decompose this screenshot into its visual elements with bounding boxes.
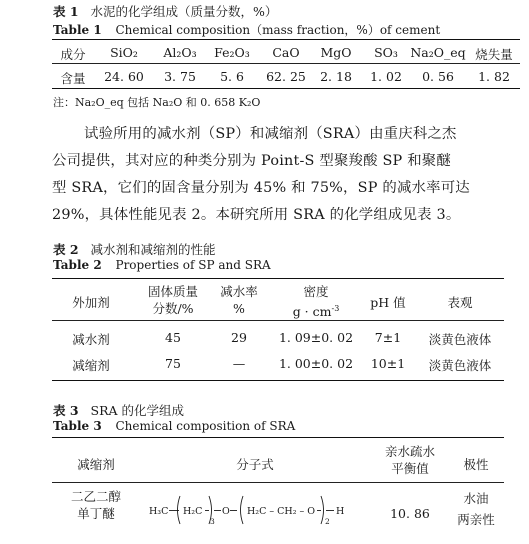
table1-caption-en bbox=[53, 21, 440, 38]
sra-molecular-formula bbox=[147, 490, 367, 532]
table2-header-density-exponent: -3 bbox=[331, 304, 340, 313]
table1-value: 24. 60 bbox=[104, 69, 144, 84]
table2-caption-en-text: Properties of SP and SRA bbox=[115, 258, 271, 272]
table2-header-density-line2 bbox=[266, 300, 366, 320]
table1-header-2: Al₂O₃ bbox=[163, 45, 197, 60]
table2-caption-en bbox=[53, 258, 271, 272]
table3-caption-cn-label: 表 3 bbox=[53, 403, 79, 418]
table3-row-polarity-line2: 两亲性 bbox=[457, 512, 495, 527]
table2-row-appearance: 淡黄色液体 bbox=[428, 358, 492, 373]
table2-header-solid-line1: 固体质量 bbox=[147, 284, 198, 299]
table2-row-solid: 45 bbox=[165, 330, 181, 345]
table2-header-ph: pH 值 bbox=[370, 295, 406, 310]
table3-row-polarity bbox=[448, 490, 504, 544]
table2-row-solid: 75 bbox=[165, 356, 181, 371]
body-line-2: 公司提供，其对应的种类分别为 Point-S 型聚羧酸 SP 和聚醚 bbox=[52, 153, 451, 169]
table2-header-appearance: 表观 bbox=[447, 295, 473, 310]
table3-header-sra: 减缩剂 bbox=[77, 457, 115, 472]
table2-header-solid-line2: 分数/% bbox=[152, 301, 194, 316]
table2-header-density-unit: g · cm bbox=[292, 304, 332, 319]
table3-row-hlb: 10. 86 bbox=[390, 506, 430, 521]
formula-sub3: 3 bbox=[210, 517, 215, 526]
table2-row-ph: 10±1 bbox=[370, 356, 406, 371]
table3-caption-en-label: Table 3 bbox=[53, 419, 102, 433]
table2-header-reduction-line2: % bbox=[233, 301, 245, 316]
table1-header-8: 烧失量 bbox=[475, 47, 513, 62]
table1-value: 0. 56 bbox=[422, 69, 454, 84]
table1-value: 1. 02 bbox=[370, 69, 402, 84]
table1-header-4: CaO bbox=[272, 45, 300, 60]
table1-header-5: MgO bbox=[320, 45, 352, 60]
table2-row-density: 1. 09±0. 02 bbox=[278, 330, 354, 345]
formula-chain: H₂C – CH₂ – O bbox=[247, 506, 316, 517]
table1-value: 3. 75 bbox=[164, 69, 196, 84]
body-line-4: 29%，具体性能见表 2。本研究所用 SRA 的化学组成见表 3。 bbox=[52, 207, 461, 223]
table1-caption-cn-text: 水泥的化学组成（质量分数，%） bbox=[90, 4, 278, 19]
table3-top-rule bbox=[52, 437, 504, 438]
table2-header-reduction-line1: 减水率 bbox=[220, 284, 258, 299]
table3-header-polarity: 极性 bbox=[463, 457, 489, 472]
table2-caption-cn-text: 减水剂和减缩剂的性能 bbox=[90, 242, 216, 257]
table2-row-ph: 7±1 bbox=[374, 330, 402, 345]
formula-h3c: H₃C bbox=[149, 506, 169, 517]
table2-row-density: 1. 00±0. 02 bbox=[278, 356, 354, 371]
table3-row-name-line1: 二乙二醇 bbox=[70, 489, 121, 504]
table1-caption-cn-label: 表 1 bbox=[53, 4, 79, 19]
table2-row-reduction: 29 bbox=[231, 330, 247, 345]
table3-caption-en bbox=[53, 419, 295, 433]
table3-row-name-line2: 单丁醚 bbox=[77, 506, 115, 521]
table1-value: 2. 18 bbox=[320, 69, 352, 84]
table1-note: 注：Na₂O_eq 包括 Na₂O 和 0. 658 K₂O bbox=[53, 96, 261, 109]
formula-h: H bbox=[336, 506, 345, 517]
table3-header-hlb-line1: 亲水疏水 bbox=[384, 444, 435, 459]
table1-row-label: 含量 bbox=[60, 71, 86, 86]
table2-header-reduction bbox=[210, 283, 268, 317]
formula-brackets-graphic bbox=[147, 490, 367, 532]
table3-header-hlb-line2: 平衡值 bbox=[391, 461, 429, 476]
table2-mid-rule bbox=[52, 320, 504, 321]
table2-row-appearance: 淡黄色液体 bbox=[428, 332, 492, 347]
table1-caption-en-text: Chemical composition（mass fraction，%）of cement bbox=[115, 23, 441, 37]
table2-caption-cn-label: 表 2 bbox=[53, 242, 79, 257]
table1-mid-rule bbox=[52, 63, 520, 64]
body-line-3: 型 SRA，它们的固含量分别为 45% 和 75%，SP 的减水率可达 bbox=[52, 180, 470, 196]
table1-header-6: SO₃ bbox=[374, 45, 398, 60]
table1-value: 5. 6 bbox=[220, 69, 244, 84]
table2-row-reduction: — bbox=[232, 356, 246, 371]
table2-row-name: 减缩剂 bbox=[72, 358, 110, 373]
formula-sub2: 2 bbox=[325, 517, 330, 526]
table2-header-solid bbox=[133, 283, 213, 317]
table1-header-1: SiO₂ bbox=[110, 45, 138, 60]
formula-h2c: H₂C bbox=[183, 506, 203, 517]
table1-header-3: Fe₂O₃ bbox=[214, 45, 250, 60]
formula-o1: O bbox=[222, 506, 230, 517]
table3-row-polarity-line1: 水油 bbox=[463, 491, 489, 506]
table2-bottom-rule bbox=[52, 380, 504, 381]
table3-mid-rule bbox=[52, 482, 504, 483]
table2-caption-cn bbox=[53, 240, 216, 258]
table2-header-density bbox=[266, 283, 366, 320]
table2-caption-en-label: Table 2 bbox=[53, 258, 102, 272]
table3-caption-cn bbox=[53, 401, 184, 419]
table3-row-name bbox=[56, 488, 136, 522]
table1-bottom-rule bbox=[52, 88, 520, 89]
table2-header-additive: 外加剂 bbox=[72, 295, 110, 310]
table1-value: 62. 25 bbox=[266, 69, 306, 84]
body-line-1: 试验所用的减水剂（SP）和减缩剂（SRA）由重庆科之杰 bbox=[84, 126, 457, 142]
table3-caption-en-text: Chemical composition of SRA bbox=[115, 419, 296, 433]
table3-caption-cn-text: SRA 的化学组成 bbox=[90, 403, 185, 418]
table2-row-name: 减水剂 bbox=[72, 332, 110, 347]
table1-caption-cn bbox=[53, 2, 277, 20]
table3-header-formula: 分子式 bbox=[236, 457, 274, 472]
table1-caption-en-label: Table 1 bbox=[53, 23, 102, 37]
table1-header-0: 成分 bbox=[60, 47, 86, 62]
table1-value: 1. 82 bbox=[478, 69, 510, 84]
table1-header-7: Na₂O_eq bbox=[410, 45, 466, 60]
table1-top-rule bbox=[52, 39, 520, 40]
table3-header-hlb bbox=[370, 443, 450, 477]
table2-header-density-line1: 密度 bbox=[303, 284, 329, 299]
table2-top-rule bbox=[52, 278, 504, 279]
